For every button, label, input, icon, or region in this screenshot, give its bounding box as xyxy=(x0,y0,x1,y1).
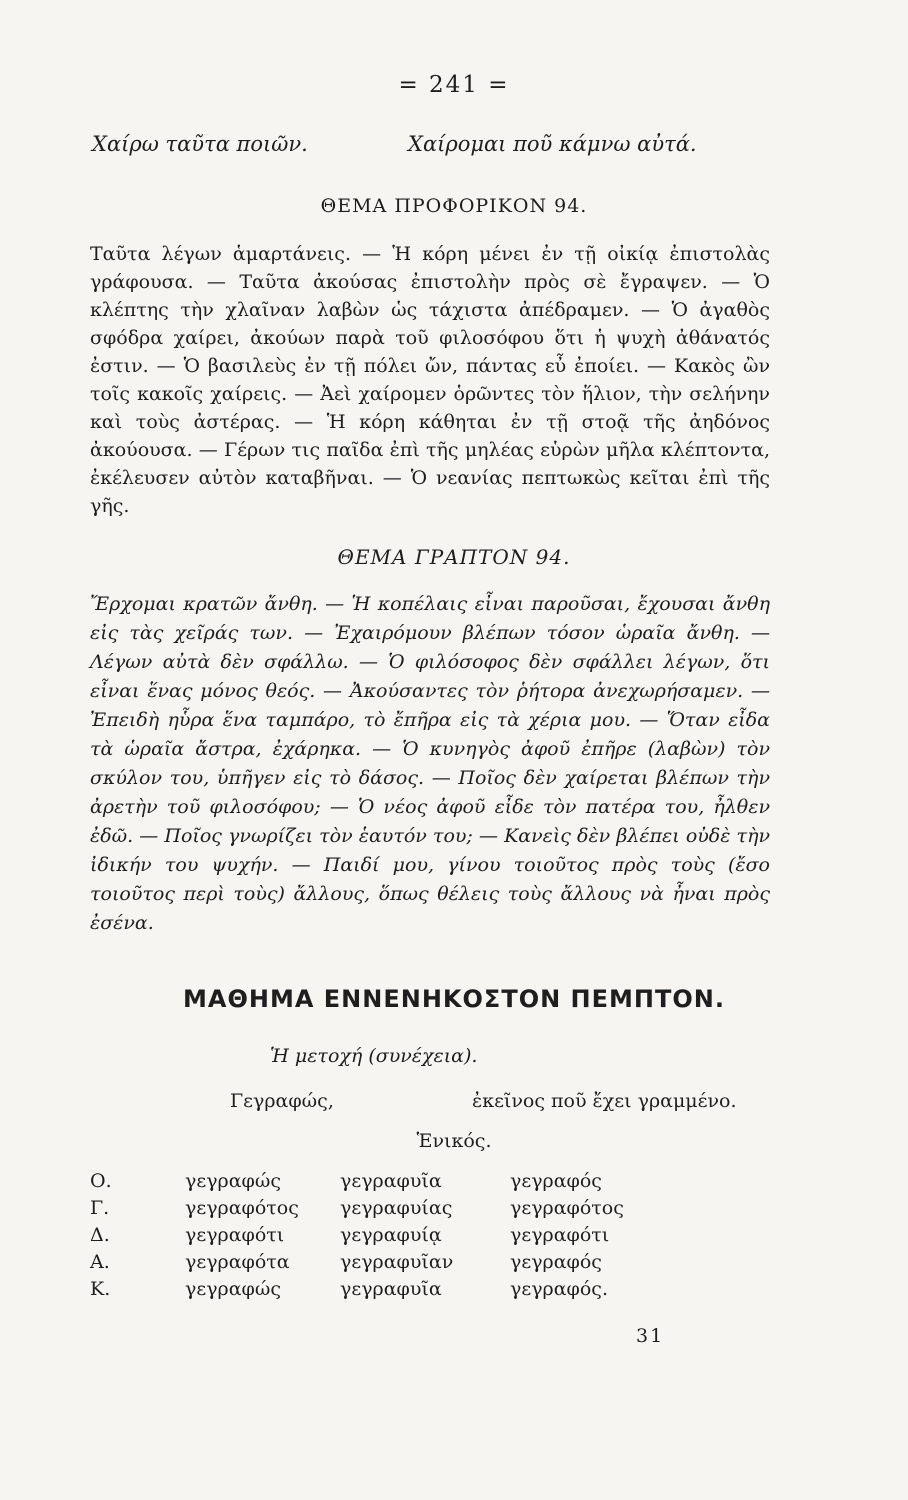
case-label: Γ. xyxy=(90,1197,110,1219)
case-label: Κ. xyxy=(90,1278,111,1300)
written-exercise-title: ΘΕΜΑ ΓΡΑΠΤΟΝ 94. xyxy=(337,545,571,569)
printer-signature: 31 xyxy=(636,1325,665,1347)
feminine-form: γεγραφυῖα xyxy=(340,1278,442,1300)
feminine-form: γεγραφυίᾳ xyxy=(340,1224,442,1246)
declension-row xyxy=(90,1278,730,1305)
participle-modern: ἐκεῖνος ποῦ ἔχει γραμμένο. xyxy=(472,1090,737,1112)
modern-phrase: Χαίρομαι ποῦ κάμνω αὐτά. xyxy=(408,132,697,156)
ancient-phrase: Χαίρω ταῦτα ποιῶν. xyxy=(92,132,308,156)
declension-row xyxy=(90,1170,730,1197)
neuter-form: γεγραφός xyxy=(510,1170,602,1192)
case-label: Ο. xyxy=(90,1170,112,1192)
masculine-form: γεγραφότος xyxy=(185,1197,299,1219)
written-exercise-text: Ἔρχομαι κρατῶν ἄνθη. — Ἡ κοπέλαις εἶναι παροῦσαι, ἔχουσαι ἄνθη εἰς τὰς χεῖράς των. — Ἐχαιρόμουν βλέπων τόσον ὡραῖα ἄνθη. — Λέγων αὐτὰ δὲν σφάλλω. — Ὁ φιλόσοφος δὲν σφάλλει λέγων, ὅτι εἶναι ἕνας μόνος θεός. — Ἀκούσαντες τὸν ῥήτορα ἀνεχωρήσαμεν. — Ἐπειδὴ ηὗρα ἕνα ταμπάρο, τὸ ἔπῆρα εἰς τὰ χέρια μου. — Ὅταν εἶδα τὰ ὡραῖα ἄστρα, ἐχάρηκα. — Ὁ κυνηγὸς ἀφοῦ ἐπῆρε (λαβὼν) τὸν σκύλον του, ὑπῆγεν εἰς τὸ δάσος. — Ποῖος δὲν χαίρεται βλέπων τὴν ἀρετὴν τοῦ φιλοσόφου; — Ὁ νέος ἀφοῦ εἶδε τὸν πατέρα του, ἦλθεν ἐδῶ. — Ποῖος γνωρίζει τὸν ἑαυτόν του; — Κανεὶς δὲν βλέπει οὐδὲ τὴν ἰδικήν του ψυχήν. — Παιδί μου, γίνου τοιοῦτος πρὸς τοὺς (ἔσο τοιοῦτος περὶ τοὺς) ἄλλους, ὅπως θέλεις τοὺς ἄλλους νὰ ἦναι πρὸς ἐσένα. xyxy=(90,593,770,934)
masculine-form: γεγραφότι xyxy=(185,1224,285,1246)
oral-exercise-text: Ταῦτα λέγων ἁμαρτάνεις. — Ἡ κόρη μένει ἐν τῇ οἰκίᾳ ἐπιστολὰς γράφουσα. — Ταῦτα ἀκούσας ἐπιστολὴν πρὸς σὲ ἔγραψεν. — Ὁ κλέπτης τὴν χλαῖναν λαβὼν ὡς τάχιστα ἀπέδραμεν. — Ὁ ἀγαθὸς σφόδρα χαίρει, ἀκούων παρὰ τοῦ φιλοσόφου ὅτι ἡ ψυχὴ ἀθάνατός ἐστιν. — Ὁ βασιλεὺς ἐν τῇ πόλει ὤν, πάντας εὖ ἐποίει. — Κακὸς ὢν τοῖς κακοῖς χαίρεις. — Ἀεὶ χαίρομεν ὁρῶντες τὸν ἥλιον, τὴν σελήνην καὶ τοὺς ἀστέρας. — Ἡ κόρη κάθηται ἐν τῇ στοᾷ τῆς ἀηδόνος ἀκούουσα. — Γέρων τις παῖδα ἐπὶ τῆς μηλέας εὑρὼν μῆλα κλέπτοντα, ἐκέλευσεν αὐτὸν καταβῆναι. — Ὁ νεανίας πεπτωκὼς κεῖται ἐπὶ τῆς γῆς. xyxy=(90,243,770,517)
case-label: Α. xyxy=(90,1251,110,1273)
declension-table xyxy=(90,1170,730,1305)
case-label: Δ. xyxy=(90,1224,110,1246)
declension-row xyxy=(90,1197,730,1224)
masculine-form: γεγραφότα xyxy=(185,1251,290,1273)
feminine-form: γεγραφυῖα xyxy=(340,1170,442,1192)
oral-exercise-title: ΘΕΜΑ ΠΡΟΦΟΡΙΚΟΝ 94. xyxy=(320,195,588,217)
page-number-header: = 241 = xyxy=(398,72,510,98)
number-label: Ἑνικός. xyxy=(416,1130,492,1152)
feminine-form: γεγραφυίας xyxy=(340,1197,453,1219)
lesson-subtitle: Ἡ μετοχή (συνέχεια). xyxy=(270,1045,478,1067)
participle-ancient: Γεγραφώς, xyxy=(230,1090,334,1112)
neuter-form: γεγραφότος xyxy=(510,1197,624,1219)
neuter-form: γεγραφότι xyxy=(510,1224,610,1246)
masculine-form: γεγραφώς xyxy=(185,1278,281,1300)
neuter-form: γεγραφός. xyxy=(510,1278,608,1300)
declension-row xyxy=(90,1251,730,1278)
masculine-form: γεγραφώς xyxy=(185,1170,281,1192)
feminine-form: γεγραφυῖαν xyxy=(340,1251,454,1273)
neuter-form: γεγραφός xyxy=(510,1251,602,1273)
declension-row xyxy=(90,1224,730,1251)
lesson-title: ΜΑΘΗΜΑ ΕΝΝΕΝΗΚΟΣΤΟΝ ΠΕΜΠΤΟΝ. xyxy=(183,985,725,1013)
